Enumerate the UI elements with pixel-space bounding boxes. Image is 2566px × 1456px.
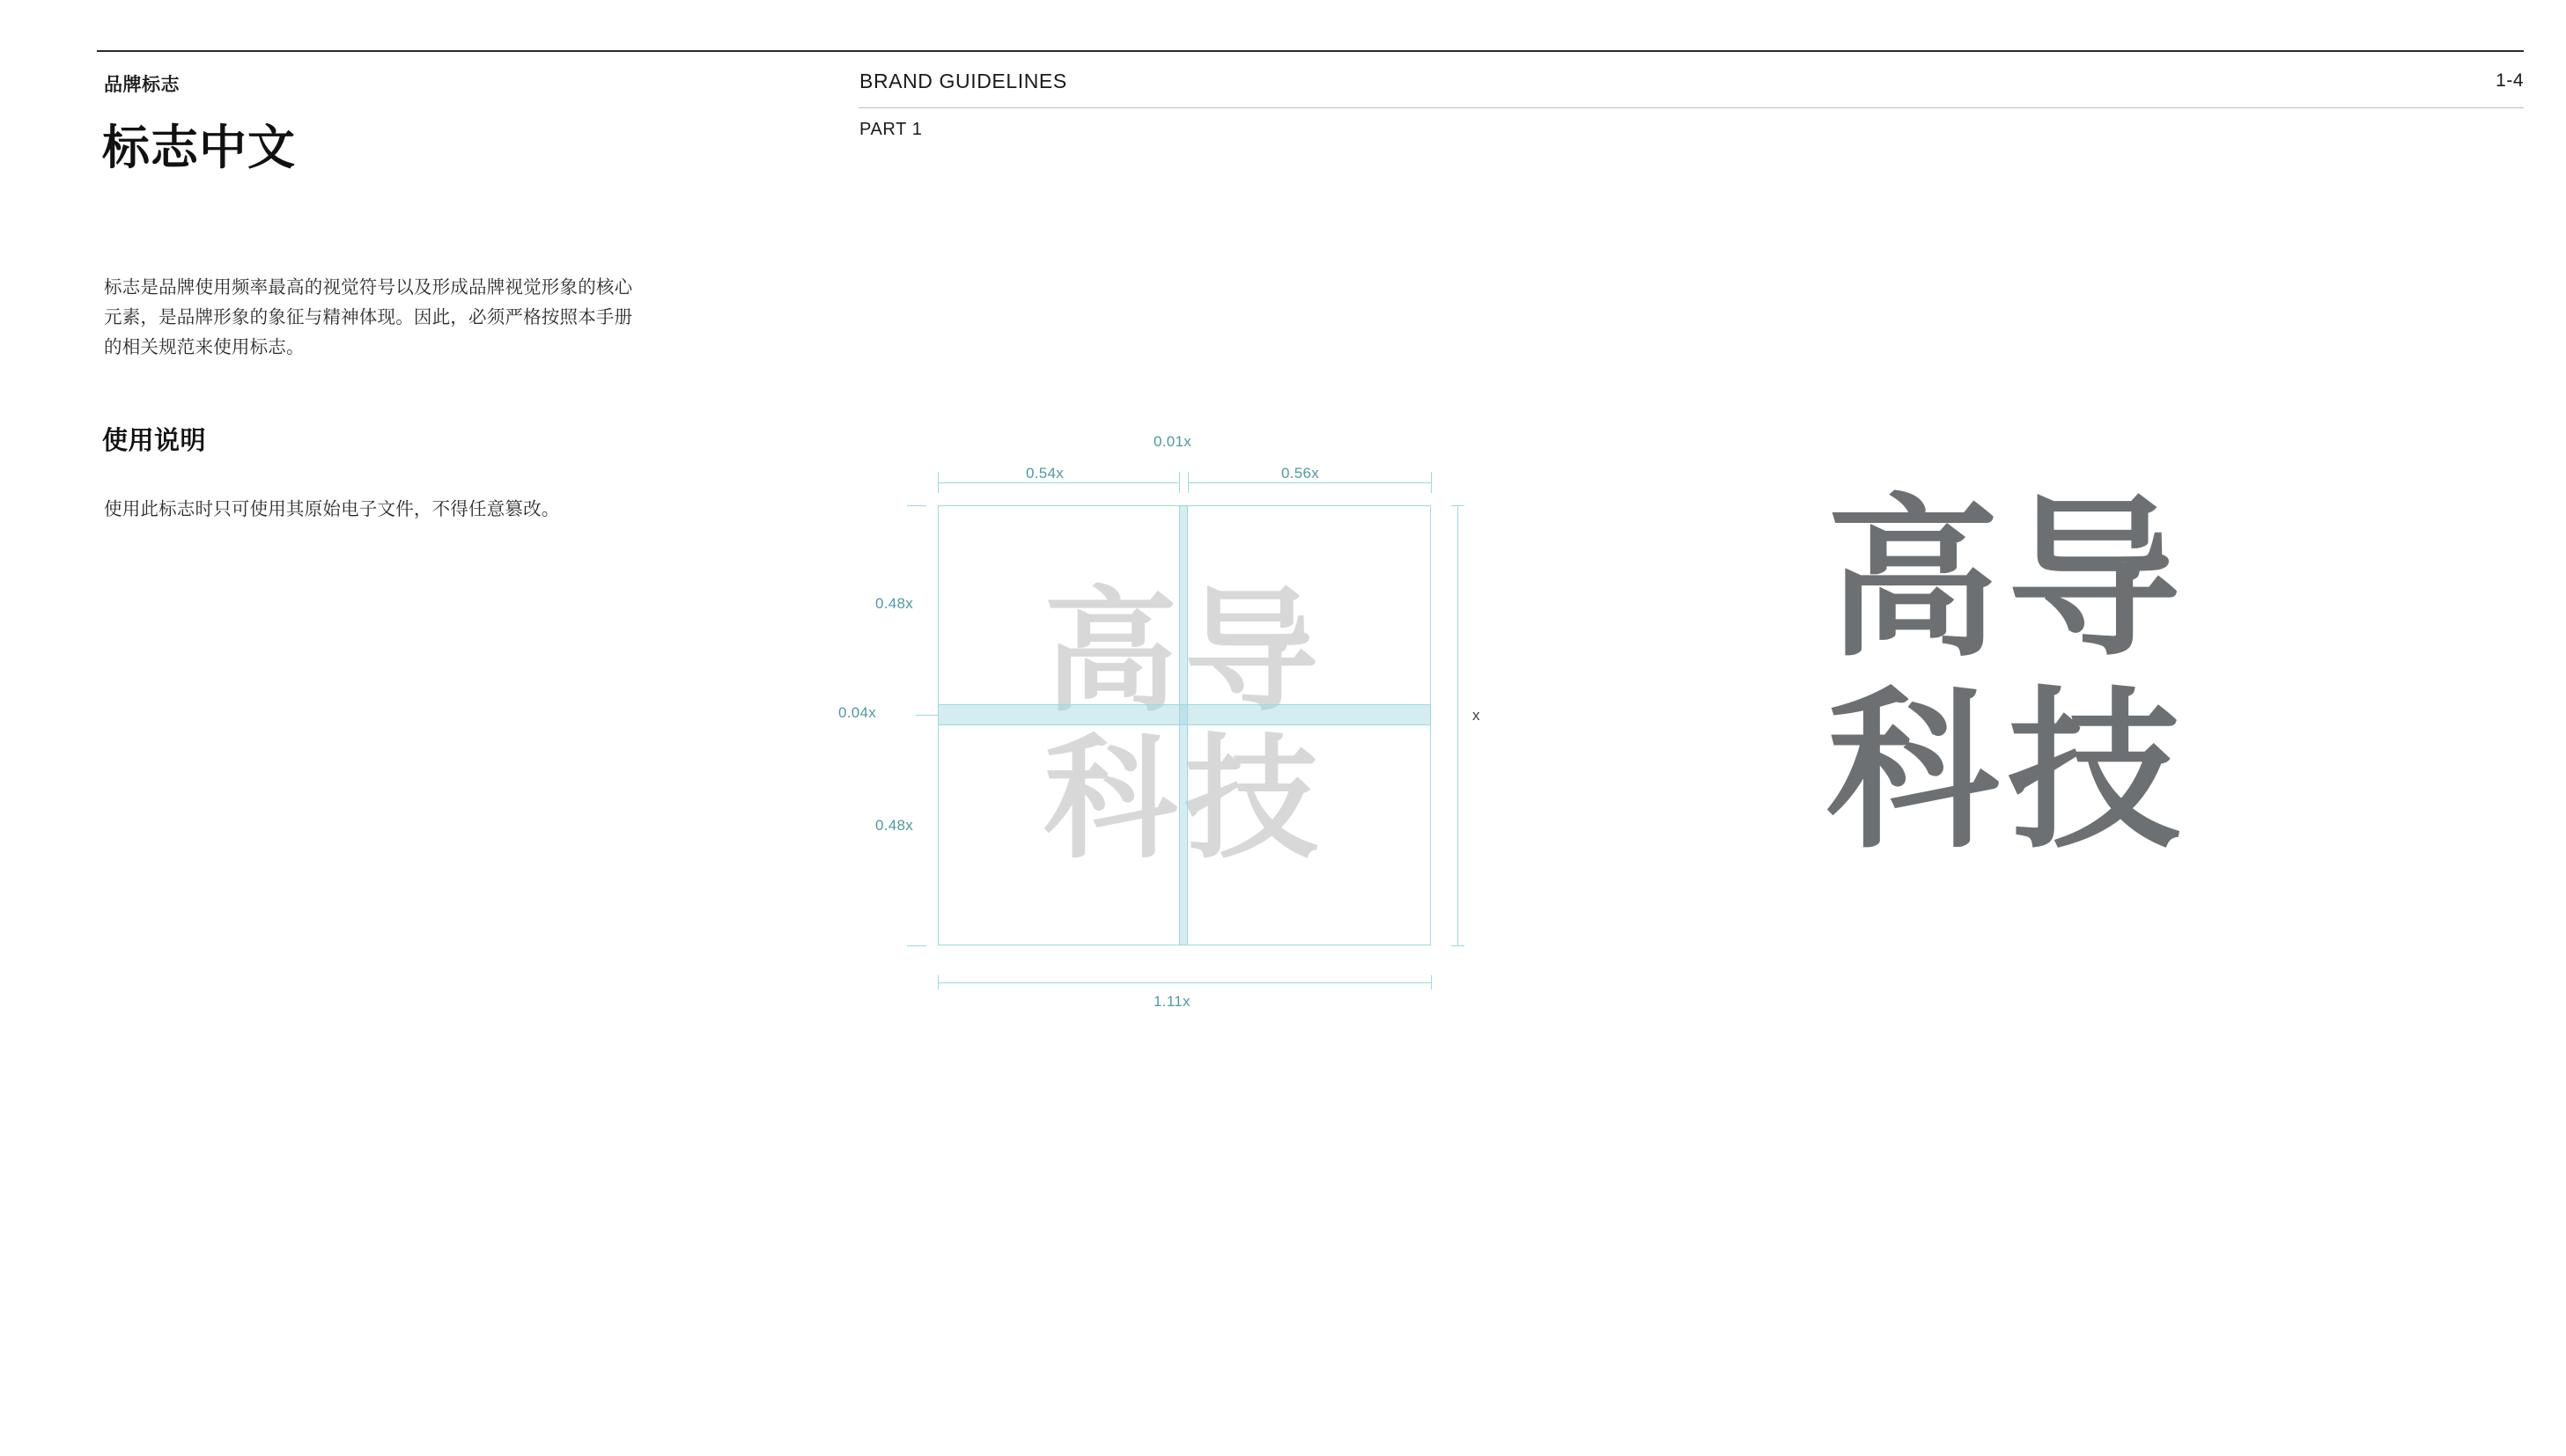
dim-label-left-upper: 0.48x	[875, 595, 914, 612]
master-logo	[1726, 478, 2289, 872]
usage-heading: 使用说明	[102, 427, 207, 455]
tick-left-bottom	[907, 945, 926, 946]
dim-label-bottom-width: 1.11x	[1154, 993, 1191, 1010]
dim-label-top-center: 0.01x	[1154, 433, 1192, 450]
intro-paragraph: 标志是品牌使用频率最高的视觉符号以及形成品牌视觉形象的核心元素，是品牌形象的象征与精神体现。因此，必须严格按照本手册的相关规范来使用标志。	[104, 277, 633, 357]
tick-top-center-left	[1179, 472, 1180, 493]
dim-label-right-height: x	[1472, 707, 1480, 724]
vertical-center-guide	[1179, 505, 1188, 945]
header-top-rule	[97, 50, 2524, 52]
section-kicker: 品牌标志	[104, 75, 180, 95]
tick-left-middle	[916, 715, 939, 716]
cap-right-bottom	[1451, 945, 1464, 946]
dim-line-top-right	[1189, 482, 1431, 483]
page-title: 标志中文	[102, 121, 296, 174]
ghost-logo-line-1: 高导	[1043, 572, 1325, 731]
ghost-logo-line-2: 科技	[1043, 719, 1325, 877]
tick-top-right	[1431, 472, 1432, 493]
part-label: PART 1	[859, 120, 923, 139]
logo-construction-diagram	[838, 433, 1515, 1039]
dim-label-top-right: 0.56x	[1281, 465, 1320, 482]
cap-bottom-right	[1431, 975, 1432, 989]
dim-line-right-height	[1457, 505, 1458, 945]
dim-label-left-lower: 0.48x	[875, 817, 914, 834]
horizontal-center-guide	[938, 704, 1431, 725]
master-logo-line-2: 科技	[1825, 670, 2189, 872]
page-number: 1-4	[2496, 70, 2524, 91]
dim-label-top-left: 0.54x	[1026, 465, 1065, 482]
tick-left-top	[907, 505, 926, 506]
cap-bottom-left	[938, 975, 939, 989]
brand-guidelines-label: BRAND GUIDELINES	[859, 70, 1067, 92]
master-logo-line-1: 高导	[1825, 478, 2189, 680]
dim-label-left-middle: 0.04x	[838, 704, 877, 721]
header-sub-rule	[859, 107, 2524, 108]
usage-paragraph: 使用此标志时只可使用其原始电子文件，不得任意篡改。	[104, 499, 560, 519]
cap-right-top	[1451, 505, 1464, 506]
dim-line-top-left	[939, 482, 1178, 483]
dim-line-bottom-width	[938, 982, 1431, 983]
